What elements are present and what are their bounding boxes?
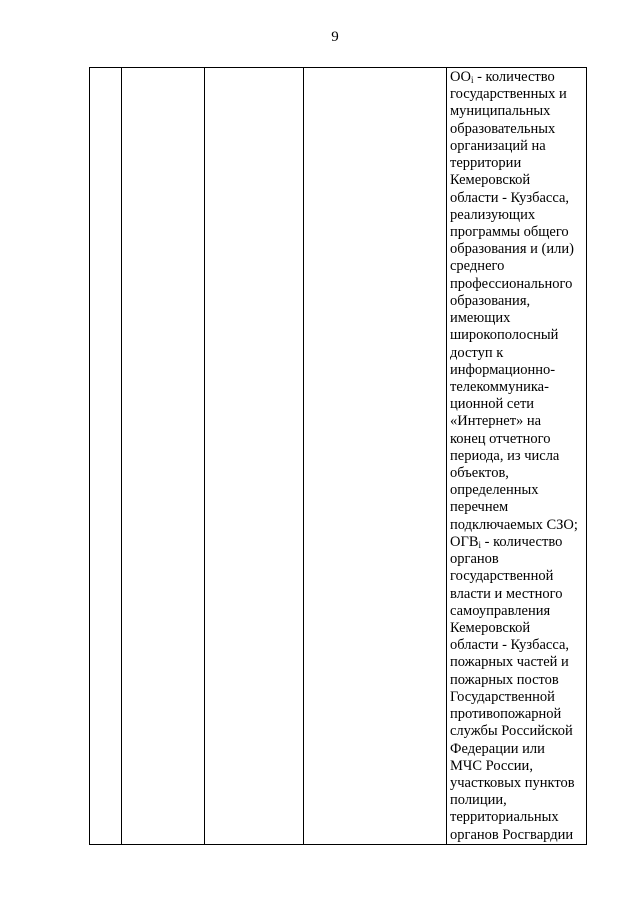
text-line: перечнем [450,499,509,516]
text-line: органов Росгвардии [450,826,574,843]
document-table [89,67,587,845]
text-line: органов [450,551,499,568]
text-line: периода, из числа [450,447,560,464]
text-line: программы общего [450,223,569,240]
text-line: области - Кузбасса, [450,637,570,654]
text-line: конец отчетного [450,430,551,447]
text-line: объектов, [450,465,509,482]
text-line: профессионального [450,275,573,292]
text-line: образования и (или) [450,241,574,258]
text-line: «Интернет» на [450,413,542,430]
table-cell-empty-3 [205,68,304,844]
text-line: имеющих [450,310,511,327]
table-cell-empty-1 [90,68,122,844]
page-number: 9 [331,29,339,45]
table-cell-empty-2 [122,68,205,844]
text-line: полиции, [450,792,507,809]
text-line: информационно- [450,361,556,378]
text-line: территориальных [450,809,559,826]
text-line: ционной сети [450,396,535,413]
definitions-cell [447,68,586,844]
text-line: Кемеровской [450,172,531,189]
text-line: муниципальных [450,103,551,120]
text-line: организаций на [450,137,546,154]
text-line: подключаемых СЗО; [450,516,578,533]
text-line: государственной [450,568,554,585]
text-line: территории [450,155,522,172]
text-line: реализующих [450,206,536,223]
text-line: телекоммуника- [450,378,549,395]
text-line: определенных [450,482,539,499]
text-line: образовательных [450,120,556,137]
table-cell-empty-4 [304,68,447,844]
text-line: самоуправления [450,602,551,619]
text-line: области - Кузбасса, [450,189,570,206]
text-line: Федерации или [450,740,545,757]
subscript-index: i [478,540,482,551]
text-line: пожарных постов [450,671,559,688]
text-line: Государственной [450,688,555,705]
text-line: пожарных частей и [450,654,569,671]
text-line: образования, [450,292,531,309]
text-line: службы Российской [450,723,573,740]
text-line: МЧС России, [450,757,533,774]
text-line: власти и местного [450,585,563,602]
subscript-index: i [470,75,474,86]
text-line: $ОО_i$ - количество [450,69,555,86]
text-line: среднего [450,258,505,275]
text-line: участковых пунктов [450,774,575,791]
text-line: государственных и [450,86,567,103]
text-line: доступ к [450,344,504,361]
text-line: Кемеровской [450,620,531,636]
text-line: $ОГВ_i$ - количество [450,533,563,551]
text-line: противопожарной [450,706,562,723]
text-line: широкополосный [450,327,559,344]
